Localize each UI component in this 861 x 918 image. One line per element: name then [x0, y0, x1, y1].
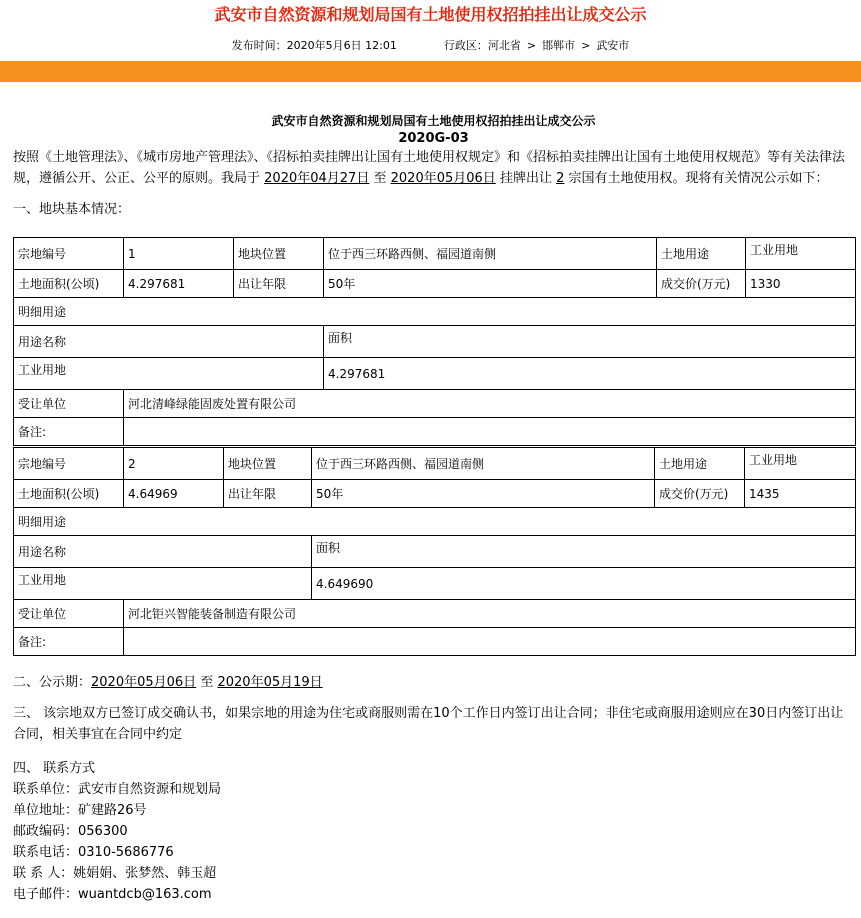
- publish-meta: [0, 38, 861, 54]
- region-label: 行政区：: [443, 39, 488, 52]
- parcel-count: 2: [556, 171, 565, 186]
- contact-zip: 邮政编码：056300: [13, 824, 128, 839]
- contact-heading: 四、 联系方式: [13, 761, 96, 776]
- table-row: [14, 298, 856, 326]
- document-number: 2020G-03: [398, 131, 469, 146]
- use-value: 工业用地: [745, 448, 856, 480]
- section2-publicity-period: 二、公示期：2020年05月06日 至 2020年05月19日: [13, 675, 323, 690]
- table-row: [14, 390, 856, 418]
- table-row: [14, 508, 856, 536]
- region-province-link[interactable]: 河北省: [487, 39, 521, 52]
- location-value: 位于西三环路西侧、福园道南侧: [312, 448, 655, 480]
- detail-use-label: 明细用途: [14, 298, 856, 326]
- detail-area-value: 4.297681: [324, 358, 856, 390]
- parcel-table-2: [13, 447, 856, 656]
- transferee-label: 受让单位: [14, 390, 124, 418]
- contact-unit: 联系单位：武安市自然资源和规划局: [13, 782, 222, 797]
- table-row: [14, 358, 856, 390]
- transferee-value: 河北钜兴智能装备制造有限公司: [124, 600, 856, 628]
- parcel-no-label: 宗地编号: [14, 448, 124, 480]
- use-name-label: 用途名称: [14, 326, 324, 358]
- header-divider-bar: [0, 61, 861, 82]
- breadcrumb-separator: >: [526, 39, 537, 52]
- publicity-end-date: 2020年05月19日: [217, 675, 323, 690]
- announcement-content: [0, 113, 861, 905]
- section1-heading: 一、地块基本情况：: [13, 202, 131, 217]
- table-row: [14, 536, 856, 568]
- term-label: 出让年限: [224, 480, 312, 508]
- location-label: 地块位置: [224, 448, 312, 480]
- listing-end-date: 2020年05月06日: [390, 171, 496, 186]
- detail-use-name: 工业用地: [14, 358, 324, 390]
- table-row: [14, 568, 856, 600]
- table-row: [14, 448, 856, 480]
- page-title: 武安市自然资源和规划局国有土地使用权招拍挂出让成交公示: [214, 5, 647, 24]
- region-county-link[interactable]: 武安市: [596, 39, 630, 52]
- location-label: 地块位置: [234, 238, 324, 270]
- remark-value: [124, 628, 856, 656]
- transferee-label: 受让单位: [14, 600, 124, 628]
- table-row: [14, 418, 856, 446]
- location-value: 位于西三环路西侧、福园道南侧: [324, 238, 657, 270]
- remark-value: [124, 418, 856, 446]
- area-value: 4.297681: [124, 270, 234, 298]
- use-value: 工业用地: [746, 238, 856, 270]
- parcel-no-label: 宗地编号: [14, 238, 124, 270]
- document-title: 武安市自然资源和规划局国有土地使用权招拍挂出让成交公示: [271, 114, 596, 128]
- parcel-no-value: 2: [124, 448, 224, 480]
- transferee-value: 河北清峰绿能固废处置有限公司: [124, 390, 856, 418]
- detail-use-name: 工业用地: [14, 568, 312, 600]
- price-label: 成交价(万元): [657, 270, 746, 298]
- use-label: 土地用途: [655, 448, 745, 480]
- detail-area-value: 4.649690: [312, 568, 856, 600]
- price-value: 1330: [746, 270, 856, 298]
- publish-time: 2020年5月6日 12:01: [286, 39, 397, 52]
- table-row: [14, 270, 856, 298]
- detail-use-label: 明细用途: [14, 508, 856, 536]
- table-row: [14, 480, 856, 508]
- area-short-label: 面积: [324, 326, 856, 358]
- section3-contract-note: 三、 该宗地双方已签订成交确认书，如果宗地的用途为住宅或商服则需在10个工作日内签订出让合同；非住宅或商服用途则应在30日内签订出让合同，相关事宜在合同中约定: [13, 706, 844, 742]
- price-label: 成交价(万元): [655, 480, 745, 508]
- contact-phone: 联系电话：0310-5686776: [13, 845, 174, 860]
- term-value: 50年: [324, 270, 657, 298]
- intro-paragraph: 按照《土地管理法》、《城市房地产管理法》、《招标拍卖挂牌出让国有土地使用权规定》和《招标拍卖挂牌出让国有土地使用权规范》等有关法律法规，遵循公开、公正、公平的原则。我局于 2020年04月27日 至 2020年05月06日 挂牌出让 2 宗国有土地使用权。现将有关情况公示如下：: [13, 150, 846, 186]
- area-value: 4.64969: [124, 480, 224, 508]
- publish-label: 发布时间：: [231, 39, 287, 52]
- table-row: [14, 628, 856, 656]
- breadcrumb-separator: >: [581, 39, 591, 52]
- table-row: [14, 600, 856, 628]
- remark-label: 备注:: [14, 628, 124, 656]
- price-value: 1435: [745, 480, 856, 508]
- parcel-table-1: [13, 237, 856, 446]
- area-short-label: 面积: [312, 536, 856, 568]
- use-name-label: 用途名称: [14, 536, 312, 568]
- publicity-start-date: 2020年05月06日: [91, 675, 197, 690]
- table-row: [14, 326, 856, 358]
- region-city-link[interactable]: 邯郸市: [542, 39, 576, 52]
- table-row: [14, 238, 856, 270]
- listing-start-date: 2020年04月27日: [264, 171, 370, 186]
- area-label: 土地面积(公顷): [14, 270, 124, 298]
- use-label: 土地用途: [657, 238, 746, 270]
- contact-email: 电子邮件：wuantdcb@163.com: [13, 887, 212, 902]
- contact-person: 联 系 人：姚娟娟、张梦然、韩玉超: [13, 866, 217, 881]
- parcel-no-value: 1: [124, 238, 234, 270]
- term-value: 50年: [312, 480, 655, 508]
- contact-address: 单位地址：矿建路26号: [13, 803, 147, 818]
- area-label: 土地面积(公顷): [14, 480, 124, 508]
- term-label: 出让年限: [234, 270, 324, 298]
- remark-label: 备注:: [14, 418, 124, 446]
